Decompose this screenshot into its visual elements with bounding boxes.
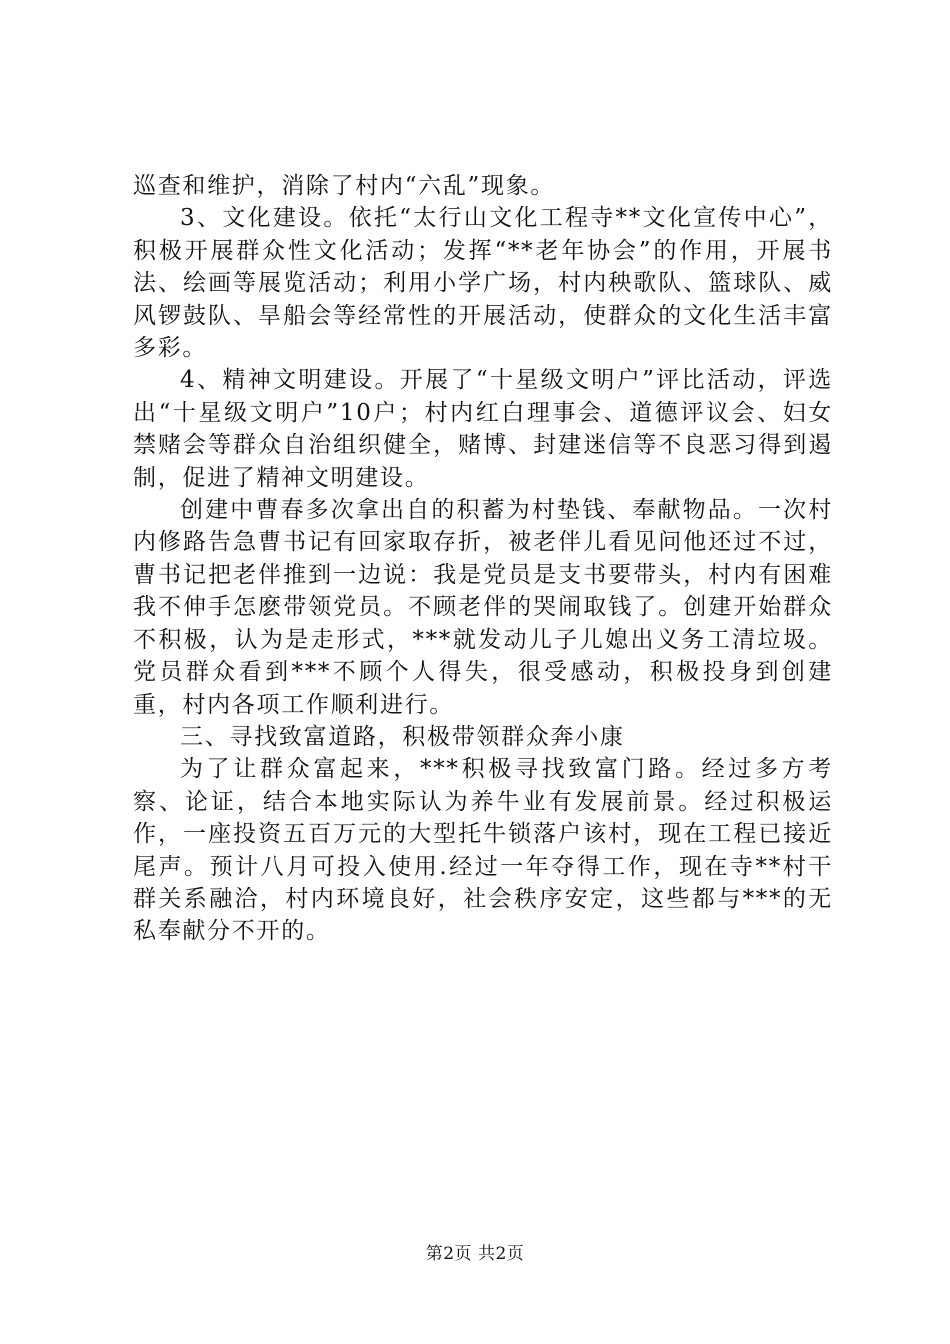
- paragraph-cattle-project: 为了让群众富起来，***积极寻找致富门路。经过多方考察、论证，结合本地实际认为养牛业有发展前景。经过积极运作，一座投资五百万元的大型托牛锁落户该村，现在工程已接近尾声。预计八月可投入使用.经过一年夺得工作，现在寺**村干群关系融洽，村内环境良好，社会秩序安定，这些都与***的无私奉献分不开的。: [133, 756, 833, 945]
- paragraph-personal-contribution: 创建中曹春多次拿出自的积蓄为村垫钱、奉献物品。一次村内修路告急曹书记有回家取存折，被老伴儿看见问他还过不过，曹书记把老伴推到一边说：我是党员是支书要带头，村内有困难我不伸手怎麽带领党员。不顾老伴的哭闹取钱了。创建开始群众不积极，认为是走形式，***就发动儿子儿媳出义务工清垃圾。党员群众看到***不顾个人得失，很受感动，积极投身到创建重，村内各项工作顺利进行。: [133, 497, 833, 718]
- page-number-footer: 第2页 共2页: [425, 1244, 525, 1264]
- section-heading-prosperity: 三、寻找致富道路，积极带领群众奔小康: [180, 723, 625, 750]
- paragraph-continuation: 巡查和维护，消除了村内“六乱”现象。: [133, 173, 556, 199]
- paragraph-spiritual-civilization: 4、精神文明建设。开展了“十星级文明户”评比活动，评选出“十星级文明户”10户；村内红白理事会、道德评议会、妇女禁赌会等群众自治组织健全，赌博、封建迷信等不良恶习得到遏制，促进了精神文明建设。: [133, 367, 833, 491]
- paragraph-culture-construction: 3、文化建设。依托“太行山文化工程寺**文化宣传中心”，积极开展群众性文化活动；发挥“**老年协会”的作用，开展书法、绘画等展览活动；利用小学广场，村内秧歌队、篮球队、威风锣鼓队、旱船会等经常性的开展活动，使群众的文化生活丰富多彩。: [133, 205, 833, 362]
- document-body: [133, 170, 833, 948]
